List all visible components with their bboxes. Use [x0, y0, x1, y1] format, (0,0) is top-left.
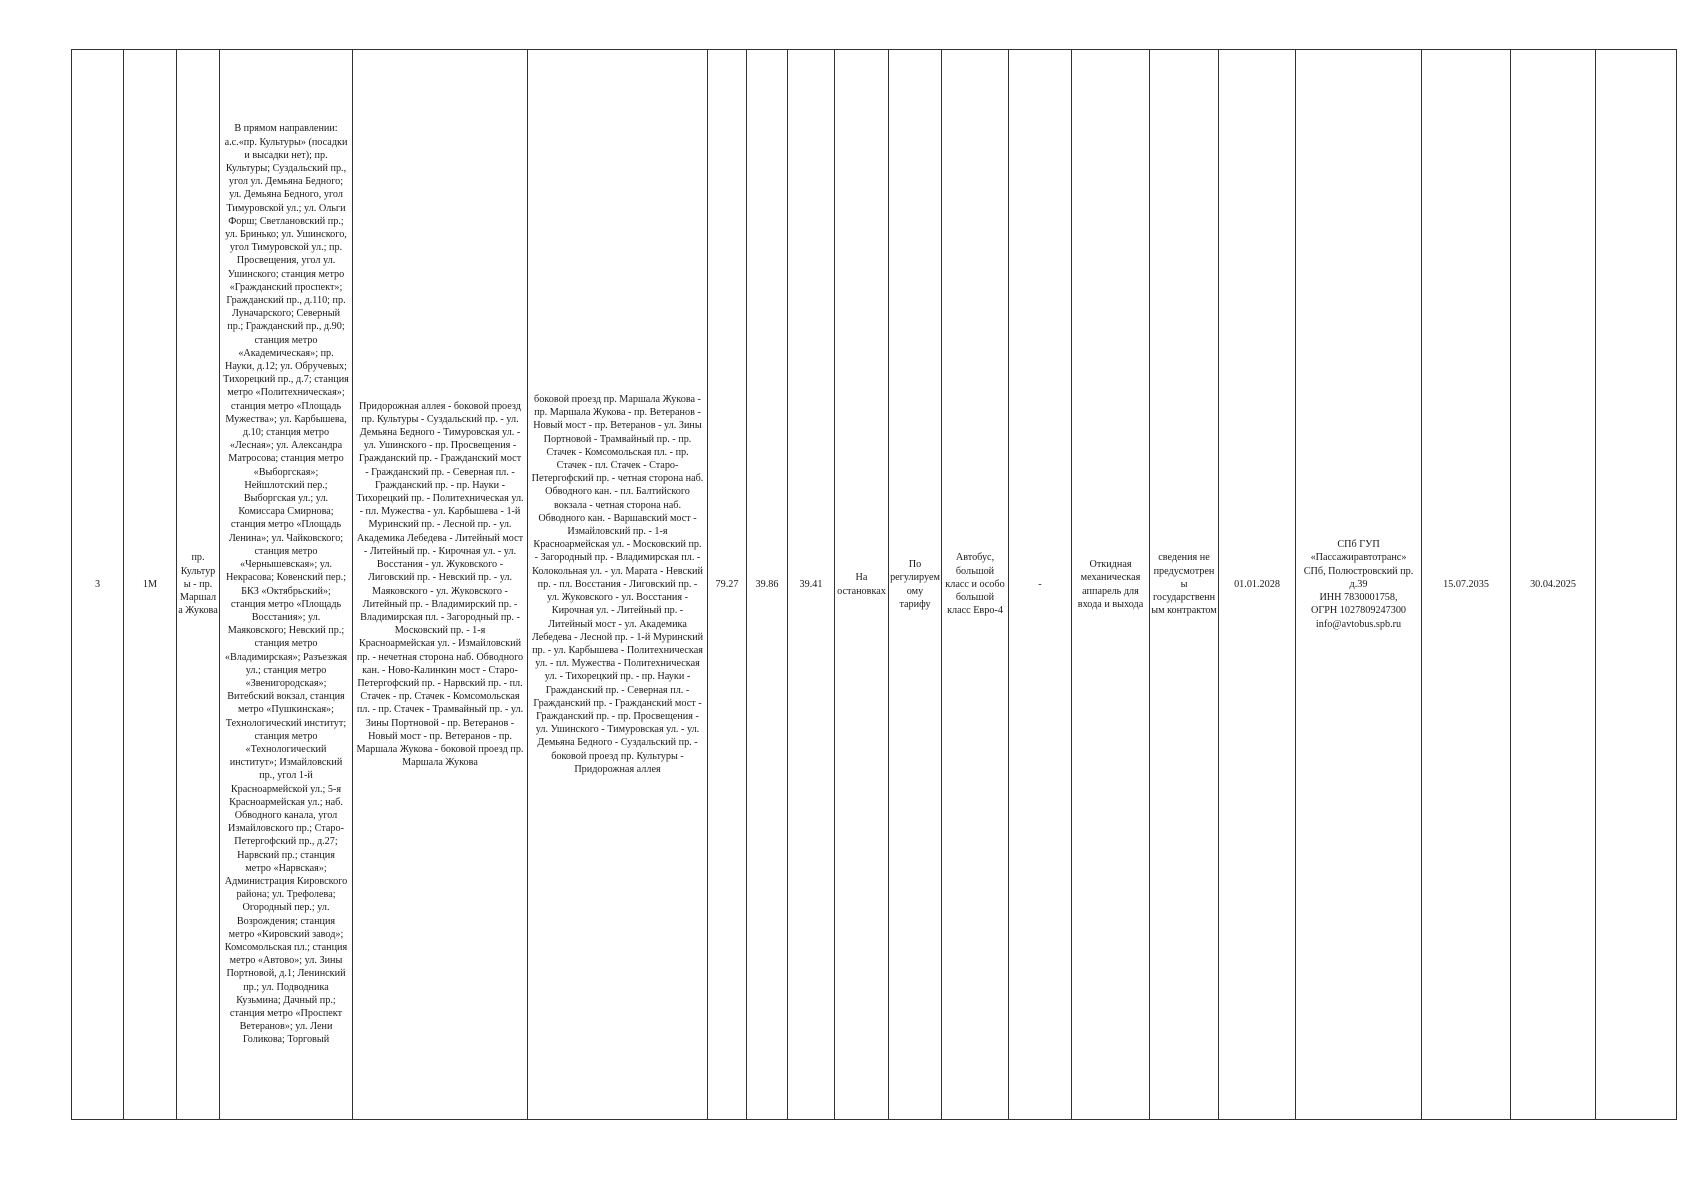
boarding-order: На остановках — [835, 50, 889, 1120]
table-row — [72, 50, 1677, 1120]
contract-info: сведения не предусмотрены государственным контрактом — [1150, 50, 1219, 1120]
route-number: 1М — [124, 50, 177, 1120]
length-backward: 39.41 — [788, 50, 835, 1120]
operator-info — [1296, 50, 1422, 1120]
fare-type: По регулируемому тарифу — [889, 50, 942, 1120]
route-name: пр. Культуры - пр. Маршала Жукова — [177, 50, 220, 1120]
route-registry-table — [71, 49, 1677, 1120]
stops-list: В прямом направлении: а.с.«пр. Культуры» (посадки и высадки нет); пр. Культуры; Суздальский пр., угол ул. Демьяна Бедного; ул. Демьяна Бедного, угол Тимуровской ул.; ул. Ольги Форш; Светлановский пр.; ул. Бринько; ул. Ушинского, угол Тимуровской ул.; пр. Просвещения, угол ул. Ушинского; станция метро «Гражданский проспект»; Гражданский пр., д.110; пр. Луначарского; Северный пр.; Гражданский пр., д.90; станция метро «Академическая»; пр. Науки, д.12; ул. Обручевых; Тихорецкий пр., д.7; станция метро «Политехническая»; станция метро «Площадь Мужества»; ул. Карбышева, д.10; станция метро «Лесная»; ул. Александра Матросова; станция метро «Выборгская»; Нейшлотский пер.; Выборгская ул.; ул. Комиссара Смирнова; станция метро «Площадь Ленина»; ул. Чайковского; станция метро «Чернышевская»; ул. Некрасова; Ковенский пер.; БКЗ «Октябрьский»; станция метро «Площадь Восстания»; ул. Маяковского; Невский пр.; станция метро «Владимирская»; Разъезжая ул.; станция метро «Звенигородская»; Витебский вокзал, станция метро «Пушкинская»; Технологический институт; станция метро «Технологический институт»; Измайловский пр., угол 1-й Красноармейской ул.; 5-я Красноармейская ул.; наб. Обводного канала, угол Измайловского пр.; Старо-Петергофский пр., д.27; Нарвский пр.; станция метро «Нарвская»; Администрация Кировского района; ул. Трефолева; Огородный пер.; ул. Возрождения; станция метро «Кировский завод»; Комсомольская пл.; станция метро «Автово»; ул. Зины Портновой, д.1; Ленинский пр.; ул. Подводника Кузьмина; Дачный пр.; станция метро «Проспект Ветеранов»; ул. Лени Голикова; Торговый — [220, 50, 353, 1120]
row-number: 3 — [72, 50, 124, 1120]
empty-cell — [1596, 50, 1677, 1120]
operator-email: info@avtobus.spb.ru — [1315, 618, 1402, 630]
change-date: 30.04.2025 — [1511, 50, 1596, 1120]
end-date: 15.07.2035 — [1422, 50, 1511, 1120]
vehicle-class: Автобус, большой класс и особо большой класс Евро-4 — [942, 50, 1009, 1120]
operator-inn: ИНН 7830001758, — [1319, 592, 1398, 604]
route-forward: Придорожная аллея - боковой проезд пр. Культуры - Суздальский пр. - ул. Демьяна Бедного - Тимуровская ул. - ул. Ушинского - пр. Просвещения - Гражданский пр. - Гражданский мост - Гражданский пр. - Северная пл. - Гражданский пр. - пр. Науки - Тихорецкий пр. - Политехническая ул. - пл. Мужества - ул. Карбышева - 1-й Муринский пр. - Лесной пр. - ул. Академика Лебедева - Литейный мост - Литейный пр. - Кирочная ул. - ул. Восстания - ул. Жуковского - Лиговский пр. - Невский пр. - ул. Маяковского - ул. Жуковского - Литейный пр. - Владимирский пр. - Владимирская пл. - Загородный пр. - Московский пр. - 1-я Красноармейская ул. - Измайловский пр. - нечетная сторона наб. Обводного кан. - Ново-Калинкин мост - Старо-Петергофский пр. - Нарвский пр. - пл. Стачек - пр. Стачек - Комсомольская пл. - пр. Стачек - Трамвайный пр. - ул. Зины Портновой - пр. Ветеранов - Новый мост - пр. Ветеранов - пр. Маршала Жукова - боковой проезд пр. Маршала Жукова — [353, 50, 528, 1120]
length-total: 79.27 — [708, 50, 747, 1120]
length-forward: 39.86 — [747, 50, 788, 1120]
operator-ogrn: ОГРН 1027809247300 — [1310, 605, 1407, 617]
operator-address: СПб, Полюстровский пр. д.39 — [1303, 565, 1414, 590]
operator-name: СПб ГУП «Пассажиравтотранс» — [1310, 539, 1407, 564]
equipment: Откидная механическая аппарель для входа и выхода — [1072, 50, 1150, 1120]
route-backward: боковой проезд пр. Маршала Жукова - пр. Маршала Жукова - пр. Ветеранов - Новый мост - пр. Ветеранов - ул. Зины Портновой - Трамвайный пр. - пр. Стачек - Комсомольская пл. - пр. Стачек - пл. Стачек - Старо-Петергофский пр. - четная сторона наб. Обводного кан. - пл. Балтийского вокзала - четная сторона наб. Обводного кан. - Варшавский мост - Измайловский пр. - 1-я Красноармейская ул. - Московский пр. - Загородный пр. - Владимирская пл. - Колокольная ул. - ул. Марата - Невский пр. - пл. Восстания - Лиговский пр. - ул. Жуковского - ул. Восстания - Кирочная ул. - Литейный пр. - Литейный мост - ул. Академика Лебедева - Лесной пр. - 1-й Муринский пр. - ул. Карбышева - Политехническая ул. - пл. Мужества - Политехническая ул. - Тихорецкий пр. - пр. Науки - Гражданский пр. - Северная пл. - Гражданский пр. - Гражданский мост - Гражданский пр. - пр. Просвещения - ул. Ушинского - Тимуровская ул. - ул. Демьяна Бедного - Суздальский пр. - боковой проезд пр. Культуры - Придорожная аллея — [528, 50, 708, 1120]
extra-characteristics: - — [1009, 50, 1072, 1120]
start-date: 01.01.2028 — [1219, 50, 1296, 1120]
